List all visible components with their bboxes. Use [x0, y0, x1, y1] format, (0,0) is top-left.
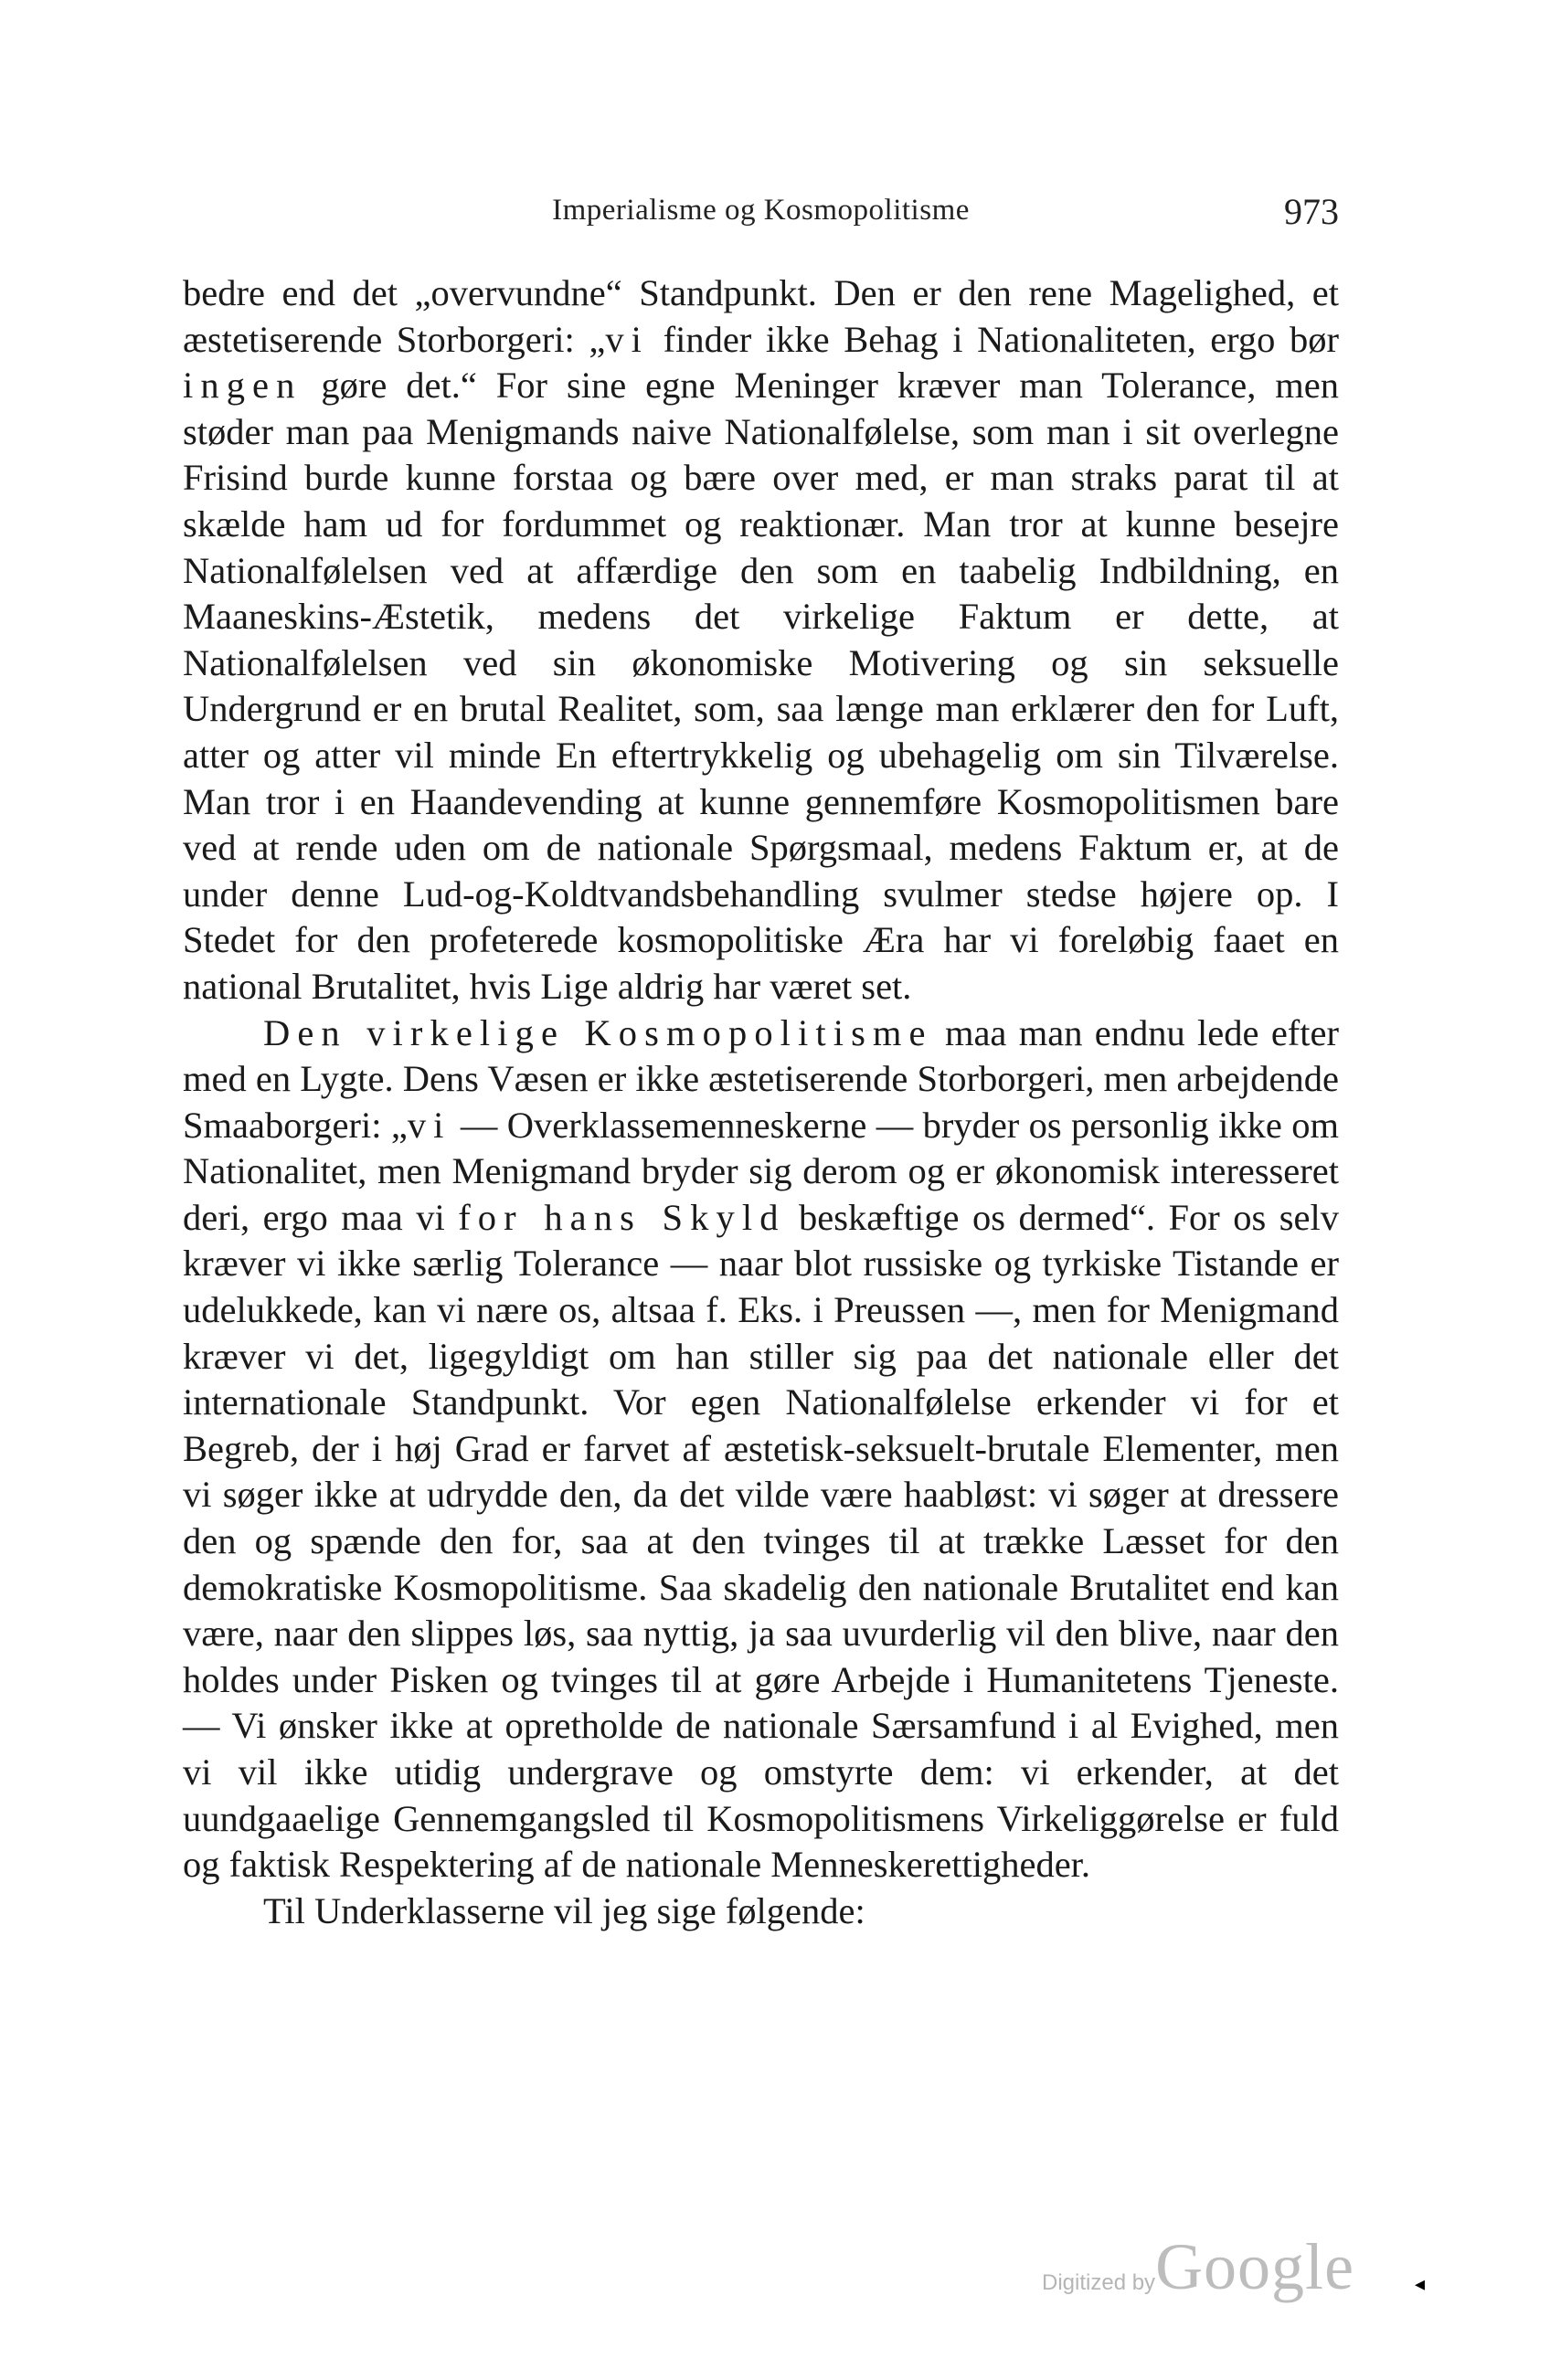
body-text: [183, 270, 1339, 1934]
text-run: beskæftige os dermed“. For os selv kræver vi ikke særlig Tolerance — naar blot russiske og tyrkiske Tistande er udelukkede, kan vi nære os, altsaa f. Eks. i Preussen —, men for Menigmand kræver vi det, ligegyldigt om han stiller sig paa det nationale eller det internationale Standpunkt. Vor egen Nationalfølelse erkender vi for et Begreb, der i høj Grad er farvet af æstetisk-seksuelt-brutale Elementer, men vi søger ikke at udrydde den, da det vilde være haabløst: vi søger at dressere den og spænde den for, saa at den tvinges til at trække Læsset for den demokratiske Kosmopolitisme. Saa skadelig den nationale Brutalitet end kan være, naar den slippes løs, saa nyttig, ja saa uvurderlig vil den blive, naar den holdes under Pisken og tvinges til at gøre Arbejde i Humanitetens Tjeneste. — Vi ønsker ikke at opretholde de nationale Særsamfund i al Evighed, men vi vil ikke utidig undergrave og omstyrte dem: vi erkender, at det uundgaaelige Gennemgangsled til Kosmopolitismens Virkeliggørelse er fuld og faktisk Respektering af de nationale Menneskerettigheder.: [183, 1196, 1340, 1886]
emphasized-text-run: for hans Skyld: [458, 1196, 786, 1238]
google-logo: Google: [1155, 2230, 1355, 2303]
text-run: gøre det.“ For sine egne Meninger kræver man Tolerance, men støder man paa Menigmands naive Nationalfølelse, som man i sit overlegne Frisind burde kunne forstaa og bære over med, er man straks parat til at skælde ham ud for fordummet og reaktionær. Man tror at kunne besejre Nationalfølelsen ved at affærdige den som en taabelig Indbildning, en Maaneskins-Æstetik, medens det virkelige Faktum er dette, at Nationalfølelsen ved sin økonomiske Motivering og sin seksuelle Undergrund er en brutal Realitet, som, saa længe man erklærer den for Luft, atter og atter vil minde En eftertrykkelig og ubehagelig om sin Tilværelse. Man tror i en Haandevending at kunne gennemføre Kosmopolitismen bare ved at rende uden om de nationale Spørgsmaal, medens Faktum er, at de under denne Lud-og-Koldtvandsbehandling svulmer stedse højere op. I Stedet for den profeterede kosmopolitiske Æra har vi foreløbig faaet en national Brutalitet, hvis Lige aldrig har været set.: [183, 365, 1339, 1007]
running-title: Imperialisme og Kosmopolitisme: [552, 194, 970, 227]
paragraph-2: [183, 1010, 1339, 1888]
emphasized-text-run: vi: [407, 1104, 451, 1146]
text-run: bedre end det „overvundne“ Standpunkt. Den er den rene Magelighed, et æstetiserende Storborgeri: „: [183, 272, 1339, 360]
digitized-by-google-watermark: [1042, 2229, 1389, 2311]
running-head: [183, 191, 1339, 249]
paragraph-1: [183, 270, 1339, 1010]
corner-arrow-icon: ◂: [1415, 2273, 1426, 2296]
text-run: Til Underklasserne vil jeg sige følgende:: [263, 1889, 865, 1931]
text-run: — Overklassemenneskerne — bryder os personlig ikke om Nationalitet, men Menigmand bryder sig derom og er økonomisk interesseret deri, ergo maa vi: [183, 1104, 1339, 1238]
watermark-prefix: Digitized by: [1042, 2270, 1156, 2295]
text-run: finder ikke Behag i Nationaliteten, ergo bør: [649, 318, 1339, 360]
emphasized-text-run: vi: [605, 318, 650, 360]
page-number: 973: [1284, 191, 1339, 232]
paragraph-3: [183, 1888, 1339, 1935]
text-run: maa man endnu lede efter med en Lygte. Dens Væsen er ikke æstetiserende Storborgeri, men arbejdende Smaaborgeri: „: [183, 1011, 1339, 1146]
emphasized-text-run: Den virkelige Kosmopolitisme: [263, 1011, 933, 1053]
emphasized-text-run: ingen: [183, 365, 303, 407]
